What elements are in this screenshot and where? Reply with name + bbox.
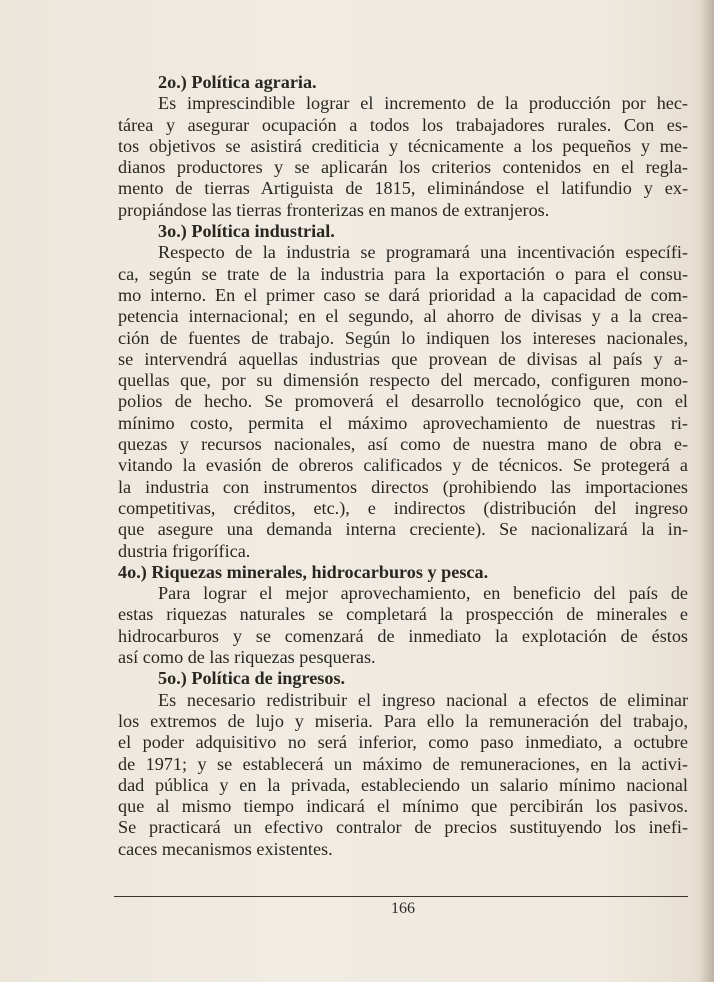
text-line: hidrocarburos y se comenzará de inmediato la explotación de éstos — [118, 625, 688, 646]
text-line: competitivas, créditos, etc.), e indirectos (distribución del ingreso — [118, 497, 688, 518]
text-line: mínimo costo, permita el máximo aprovechamiento de nuestras ri- — [118, 412, 688, 433]
text-line: polios de hecho. Se promoverá el desarrollo tecnológico que, con el — [118, 391, 688, 412]
section-heading: 5o.) Política de ingresos. — [158, 668, 346, 689]
page-number: 166 — [391, 900, 415, 917]
text-line: quellas que, por su dimensión respecto del mercado, configuren mono- — [118, 370, 688, 391]
text-line: tos objetivos se asistirá crediticia y técnicamente a los pequeños y me- — [118, 135, 688, 156]
text-line: quezas y recursos nacionales, así como de nuestra mano de obra e- — [118, 434, 688, 455]
text-line: petencia internacional; en el segundo, al ahorro de divisas y a la crea- — [118, 306, 688, 327]
paragraph-last-line: caces mecanismos existentes. — [118, 838, 333, 859]
body-text — [118, 72, 688, 860]
paragraph-first-line: Respecto de la industria se programará una incentivación específi- — [158, 242, 688, 263]
page-edge-shadow — [700, 0, 714, 982]
section-heading: 3o.) Política industrial. — [158, 221, 335, 242]
text-line: la industria con instrumentos directos (prohibiendo las importaciones — [118, 476, 688, 497]
footer-rule — [114, 896, 688, 897]
text-line: Se practicará un efectivo contralor de precios sustituyendo los inefi- — [118, 817, 688, 838]
text-line: vitando la evasión de obreros calificados y de técnicos. Se protegerá a — [118, 455, 688, 476]
text-line: los extremos de lujo y miseria. Para ello la remuneración del trabajo, — [118, 710, 688, 731]
text-line: mento de tierras Artiguista de 1815, eliminándose el latifundio y ex- — [118, 178, 688, 199]
text-line: de 1971; y se establecerá un máximo de remuneraciones, en la activi- — [118, 753, 688, 774]
text-line: tárea y asegurar ocupación a todos los trabajadores rurales. Con es- — [118, 114, 688, 135]
paragraph-first-line: Es necesario redistribuir el ingreso nacional a efectos de eliminar — [158, 689, 688, 710]
paragraph-last-line: propiándose las tierras fronterizas en manos de extranjeros. — [118, 199, 550, 220]
text-line: que asegure una demanda interna creciente). Se nacionalizará la in- — [118, 519, 688, 540]
text-line: dianos productores y se aplicarán los criterios contenidos en el regla- — [118, 157, 688, 178]
section-heading: 4o.) Riquezas minerales, hidrocarburos y pesca. — [118, 561, 489, 582]
text-line: ción de fuentes de trabajo. Según lo indiquen los intereses nacionales, — [118, 327, 688, 348]
text-line: mo interno. En el primer caso se dará prioridad a la capacidad de com- — [118, 284, 688, 305]
text-line: ca, según se trate de la industria para la exportación o para el consu- — [118, 263, 688, 284]
paragraph-first-line: Es imprescindible lograr el incremento de la producción por hec- — [158, 93, 688, 114]
paragraph-last-line: así como de las riquezas pesqueras. — [118, 647, 376, 668]
section-heading: 2o.) Política agraria. — [158, 72, 317, 92]
paragraph-first-line: Para lograr el mejor aprovechamiento, en beneficio del país de — [158, 583, 688, 604]
text-line: estas riquezas naturales se completará la prospección de minerales e — [118, 604, 688, 625]
text-line: que al mismo tiempo indicará el mínimo que percibirán los pasivos. — [118, 796, 688, 817]
paragraph-last-line: dustria frigorífica. — [118, 540, 251, 561]
text-line: dad pública y en la privada, estableciendo un salario mínimo nacional — [118, 774, 688, 795]
text-line: se intervendrá aquellas industrias que provean de divisas al país y a- — [118, 348, 688, 369]
text-line: el poder adquisitivo no será inferior, como paso inmediato, a octubre — [118, 732, 688, 753]
